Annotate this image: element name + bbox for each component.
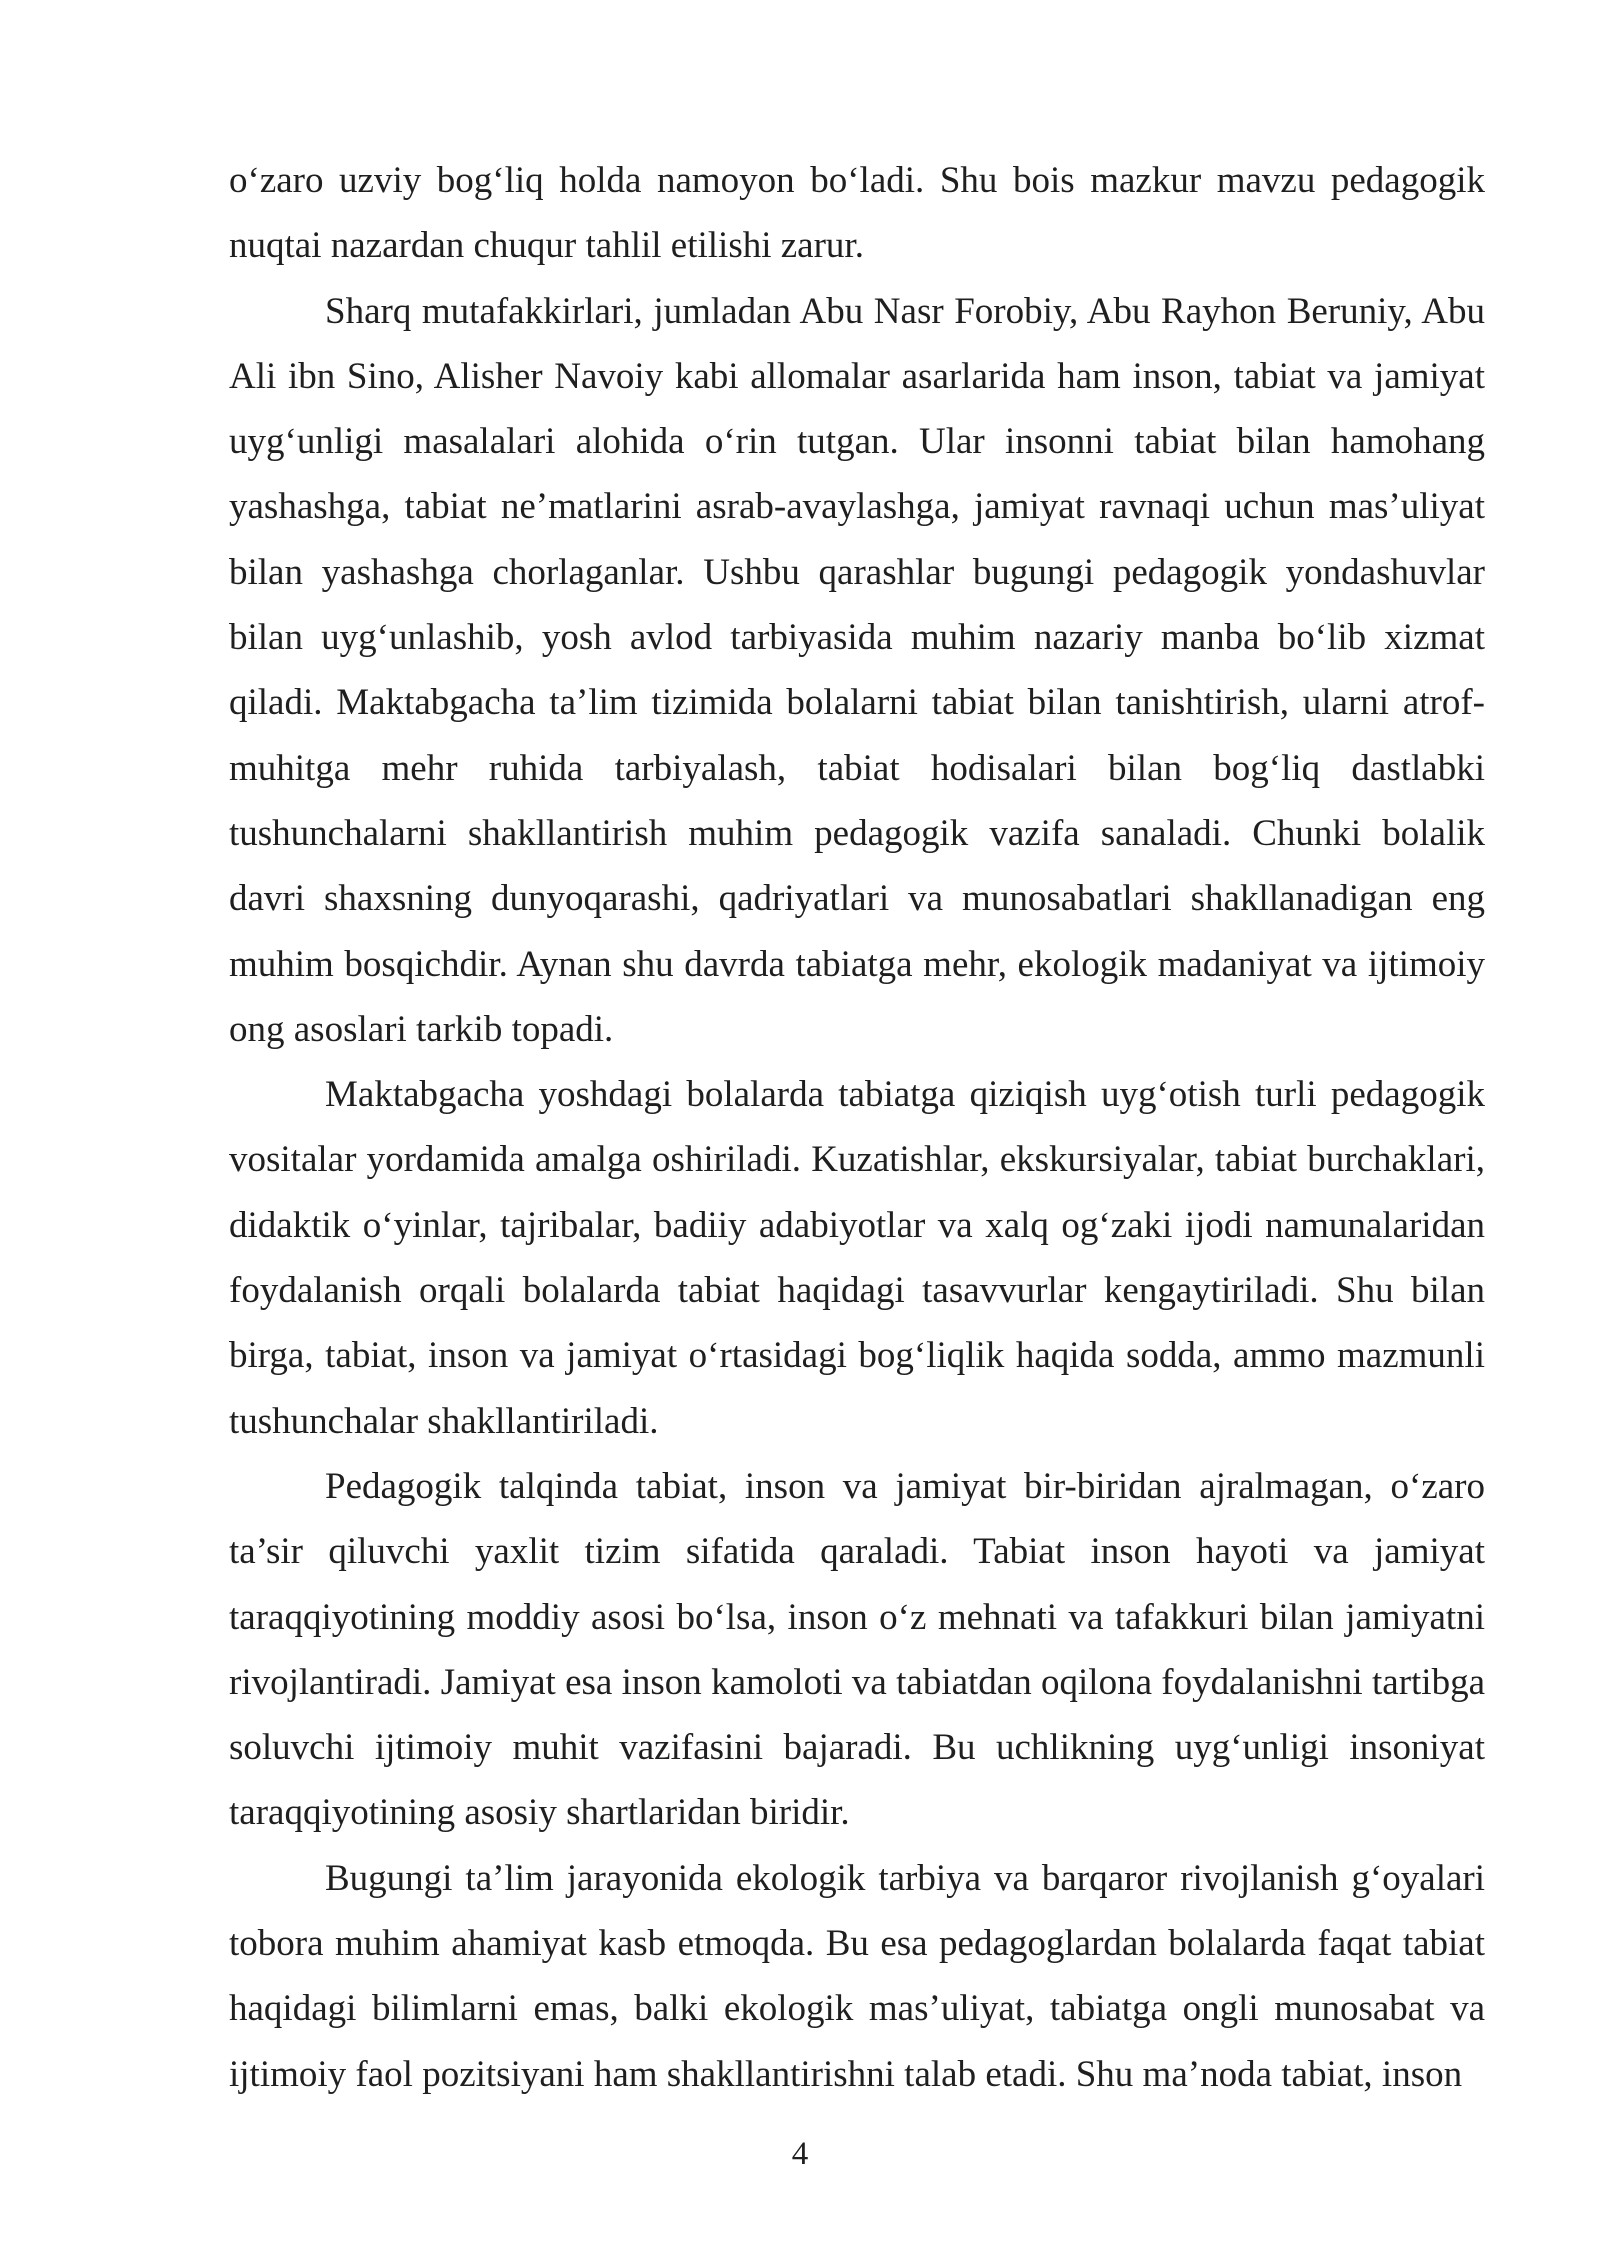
paragraph-preschool-interest: Maktabgacha yoshdagi bolalarda tabiatga qiziqish uyg‘otish turli pedagogik vositalar yordamida amalga oshiriladi. Kuzatishlar, ekskursiyalar, tabiat burchaklari, didaktik o‘yinlar, tajribalar, badiiy adabiyotlar va xalq og‘zaki ijodi namunalaridan foydalanish orqali bolalarda tabiat haqidagi tasavvurlar kengaytiriladi. Shu bilan birga, tabiat, inson va jamiyat o‘rtasidagi bog‘liqlik haqida sodda, ammo mazmunli tushunchalar shakllantiriladi. bbox=[229, 1074, 1485, 1442]
paragraph-pedagogical-interpretation: Pedagogik talqinda tabiat, inson va jamiyat bir-biridan ajralmagan, o‘zaro ta’sir qiluvchi yaxlit tizim sifatida qaraladi. Tabiat inson hayoti va jamiyat taraqqiyotining moddiy asosi bo‘lsa, inson o‘z mehnati va tafakkuri bilan jamiyatni rivojlantiradi. Jamiyat esa inson kamoloti va tabiatdan oqilona foydalanishni tartibga soluvchi ijtimoiy muhit vazifasini bajaradi. Bu uchlikning uyg‘unligi insoniyat taraqqiyotining asosiy shartlaridan biridir. bbox=[229, 1465, 1485, 1834]
paragraph-continuation: o‘zaro uzviy bog‘liq holda namoyon bo‘ladi. Shu bois mazkur mavzu pedagogik nuqtai nazardan chuqur tahlil etilishi zarur. bbox=[229, 160, 1485, 267]
body-text bbox=[229, 148, 1485, 2107]
page-number: 4 bbox=[791, 2136, 809, 2172]
paragraph-ecological-education: Bugungi ta’lim jarayonida ekologik tarbiya va barqaror rivojlanish g‘oyalari tobora muhim ahamiyat kasb etmoqda. Bu esa pedagoglardan bolalarda faqat tabiat haqidagi bilimlarni emas, balki ekologik mas’uliyat, tabiatga ongli munosabat va ijtimoiy faol pozitsiyani ham shakllantirishni talab etadi. Shu ma’noda tabiat, inson bbox=[229, 1857, 1485, 2095]
paragraph-eastern-thinkers: Sharq mutafakkirlari, jumladan Abu Nasr Forobiy, Abu Rayhon Beruniy, Abu Ali ibn Sino, Alisher Navoiy kabi allomalar asarlarida ham inson, tabiat va jamiyat uyg‘unligi masalalari alohida o‘rin tutgan. Ular insonni tabiat bilan hamohang yashashga, tabiat ne’matlarini asrab-avaylashga, jamiyat ravnaqi uchun mas’uliyat bilan yashashga chorlaganlar. Ushbu qarashlar bugungi pedagogik yondashuvlar bilan uyg‘unlashib, yosh avlod tarbiyasida muhim nazariy manba bo‘lib xizmat qiladi. Maktabgacha ta’lim tizimida bolalarni tabiat bilan tanishtirish, ularni atrof-muhitga mehr ruhida tarbiyalash, tabiat hodisalari bilan bog‘liq dastlabki tushunchalarni shakllantirish muhim pedagogik vazifa sanaladi. Chunki bolalik davri shaxsning dunyoqarashi, qadriyatlari va munosabatlari shakllanadigan eng muhim bosqichdir. Aynan shu davrda tabiatga mehr, ekologik madaniyat va ijtimoiy ong asoslari tarkib topadi. bbox=[229, 290, 1485, 1050]
